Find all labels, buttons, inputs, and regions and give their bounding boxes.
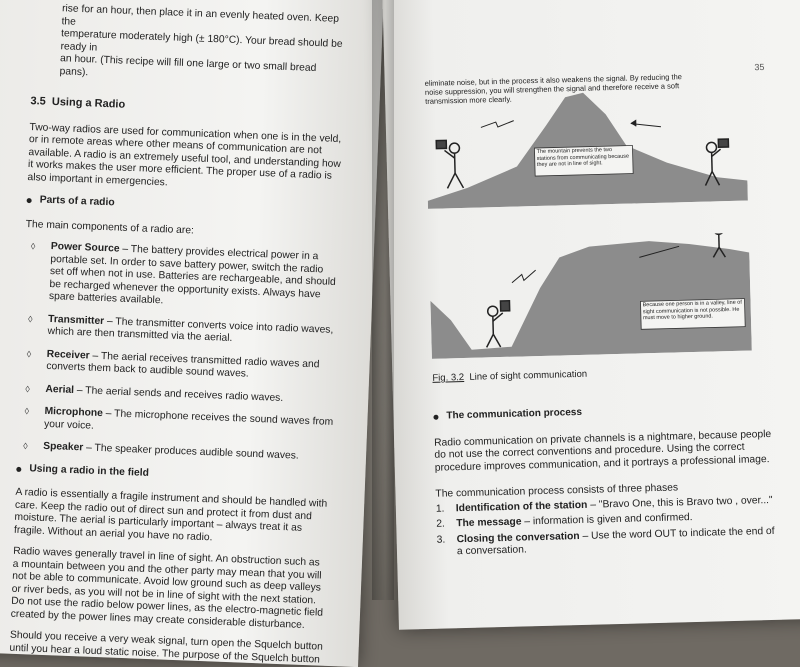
diamond-bullet-icon: ◊	[24, 405, 35, 430]
phase-item	[437, 525, 778, 559]
component-text	[43, 441, 299, 463]
diamond-bullet-icon: ◊	[29, 240, 41, 303]
process-section	[433, 388, 777, 562]
component-text	[49, 241, 340, 315]
component-description: – The aerial sends and receives radio waves.	[74, 384, 284, 403]
valley-shape	[429, 238, 752, 358]
signal-valley-icon	[512, 270, 536, 283]
component-item	[23, 440, 332, 464]
field-heading-text: Using a radio in the field	[29, 463, 149, 480]
field-paragraph-3: Should you receive a very weak signal, turn open the Squelch button until you hear a loud static noise. The purpose of the Squelch button is to	[9, 630, 325, 667]
phase-description: – "Bravo One, this is Bravo two , over..."	[587, 494, 773, 510]
valley-figure	[429, 232, 752, 358]
bullet-icon	[433, 415, 438, 420]
parts-intro: The main components of a radio are:	[25, 218, 340, 243]
phase-name: Identification of the station	[456, 499, 588, 513]
right-page	[382, 0, 800, 630]
book-spine	[372, 0, 394, 600]
signal-right-icon	[631, 120, 661, 128]
component-name: Aerial	[45, 383, 74, 395]
bullet-icon	[27, 198, 32, 203]
diamond-bullet-icon: ◊	[26, 348, 37, 373]
component-text	[45, 383, 283, 405]
caption-ref: Fig. 3.2	[432, 372, 464, 384]
field-heading	[16, 462, 331, 487]
parts-heading	[26, 194, 341, 219]
component-text	[46, 348, 336, 384]
caption-text: Line of sight communication	[469, 369, 587, 383]
component-item	[24, 405, 334, 442]
component-description: – The speaker produces audible sound waves.	[83, 442, 299, 461]
phase-description: – Use the word OUT to indicate the end of a conversation.	[457, 525, 775, 557]
component-name: Microphone	[44, 406, 103, 419]
component-text	[44, 406, 334, 442]
phase-name: The message	[456, 517, 522, 530]
diamond-bullet-icon: ◊	[27, 313, 38, 338]
process-paragraph-1: Radio communication on private channels is a nightmare, because people do not use the correct conventions and procedure. Using the correct procedure improves communication, and it portrays a professional image.	[434, 428, 775, 474]
component-description: – The transmitter converts voice into radio waves, which are then transmitted via the aerial.	[47, 316, 333, 344]
intro-line-1: rise for an hour, then place it in an evenly heated oven. Keep the	[61, 3, 339, 27]
diamond-bullet-icon: ◊	[25, 383, 35, 396]
component-item	[25, 383, 334, 407]
component-name: Power Source	[51, 241, 120, 255]
component-description: – The microphone receives the sound waves from your voice.	[44, 408, 334, 431]
intro-line-3: an hour. (This recipe will fill one large or two small bread pans).	[59, 53, 316, 78]
field-paragraph-1: A radio is essentially a fragile instrument and should be handled with care. Keep the radio out of direct sun and protect it from dust and moisture. The aerial is particularly important – always treat it as fragile. Without an aerial you have no radio.	[14, 487, 331, 549]
component-description: – The aerial receives transmitted radio waves and converts them back to audible sound waves.	[46, 350, 320, 380]
intro-line-2: temperature moderately high (± 180°C). Your bread should be ready in	[60, 28, 342, 53]
bullet-icon	[16, 466, 21, 471]
page-number: 35	[754, 62, 764, 72]
component-description: – The battery provides electrical power in a portable set. In order to save battery power, switch the radio set off when not in use. Batteries are rechargeable, and should be recharged whenever the opportunity exists. Always have spare batteries available.	[49, 244, 336, 307]
person-left-icon	[436, 140, 463, 189]
field-paragraph-2: Radio waves generally travel in line of sight. An obstruction such as a mountain between you and the other party may mean that you will not be able to communicate. Avoid low ground such as deep valleys or river beds, as you will not be in line of sight with the next station. Do not use the radio below power lines, as the electro-magnetic field created by the power lines may create considerable disturbance.	[11, 546, 329, 633]
parts-heading-text: Parts of a radio	[39, 195, 114, 210]
phase-number: 2.	[436, 518, 448, 531]
process-paragraph-2: The communication process consists of three phases	[435, 480, 775, 501]
left-page-text	[8, 2, 349, 667]
component-item	[29, 240, 340, 314]
phase-text	[457, 525, 778, 558]
phase-number: 3.	[437, 534, 450, 559]
component-item	[26, 348, 336, 385]
process-heading-text: The communication process	[446, 407, 582, 423]
component-name: Receiver	[47, 348, 90, 361]
components-list	[17, 240, 340, 464]
component-name: Transmitter	[48, 313, 104, 326]
left-page	[0, 0, 385, 667]
fig2-label: Because one person is in a valley, line of sight communication is not possible. He must move to higher ground.	[643, 300, 743, 322]
phases-list	[436, 494, 777, 559]
signal-left-icon	[481, 121, 514, 128]
section-paragraph: Two-way radios are used for communication when one is in the veld, or in remote areas where other means of communication are not available. A radio is an extremely useful tool, and understanding how it works makes the user more efficient. The proper use of a radio is also important in emergencies.	[27, 122, 344, 197]
section-title: Using a Radio	[52, 96, 126, 111]
recipe-continuation	[59, 3, 349, 89]
component-name: Speaker	[43, 441, 83, 454]
fig1-label: The mountain prevents the two stations from communicating because they are not in line of sight.	[536, 147, 630, 169]
phase-description: – information is given and confirmed.	[521, 512, 692, 527]
component-item	[27, 313, 337, 350]
diamond-bullet-icon: ◊	[23, 440, 33, 453]
mountain-figure	[425, 81, 748, 209]
section-heading	[30, 95, 345, 120]
section-number: 3.5	[30, 95, 46, 108]
person-valley-icon	[485, 301, 510, 348]
component-text	[47, 313, 337, 349]
phase-number: 1.	[436, 503, 448, 516]
process-heading	[433, 402, 773, 423]
squelch-continuation: eliminate noise, but in the process it also weakens the signal. By reducing the noise suppression, you will strengthen the signal and therefore receive a soft transmission more clearly.	[425, 72, 686, 106]
figure-caption	[432, 369, 587, 384]
phase-name: Closing the conversation	[457, 531, 580, 545]
